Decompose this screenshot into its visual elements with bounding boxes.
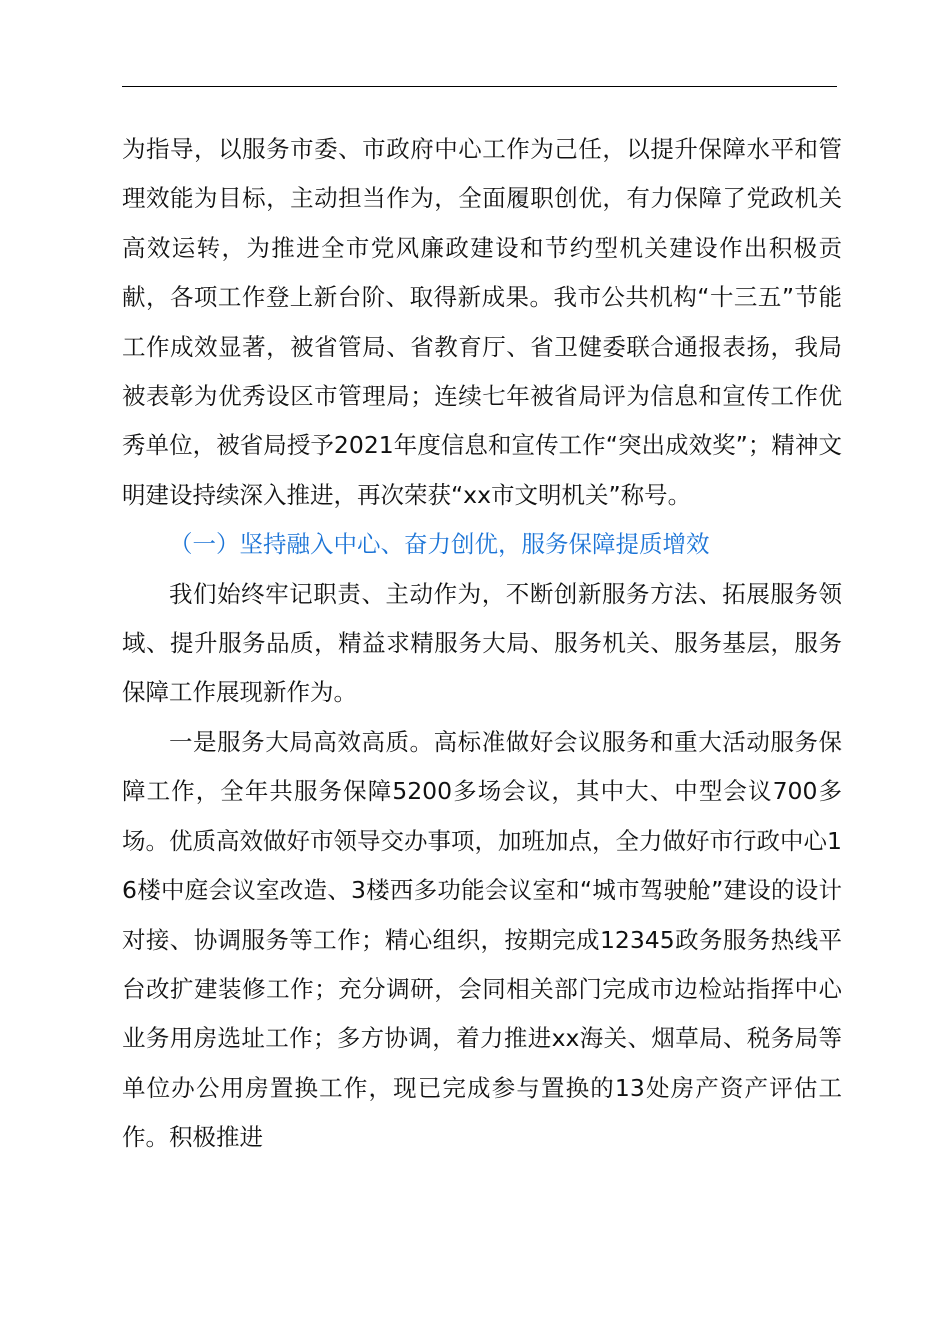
document-body [122,125,842,1163]
paragraph-3: 一是服务大局高效高质。高标准做好会议服务和重大活动服务保障工作，全年共服务保障5200多场会议，其中大、中型会议700多场。优质高效做好市领导交办事项，加班加点，全力做好市行政中心16楼中庭会议室改造、3楼西多功能会议室和“城市驾驶舱”建设的设计对接、协调服务等工作；精心组织，按期完成12345政务服务热线平台改扩建装修工作；充分调研，会同相关部门完成市边检站指挥中心业务用房选址工作；多方协调，着力推进xx海关、烟草局、税务局等单位办公用房置换工作，现已完成参与置换的13处房产资产评估工作。积极推进 [122,727,842,1152]
section-heading: （一）坚持融入中心、奋力创优，服务保障提质增效 [169,530,710,559]
paragraph-1: 为指导，以服务市委、市政府中心工作为己任，以提升保障水平和管理效能为目标，主动担当作为，全面履职创优，有力保障了党政机关高效运转，为推进全市党风廉政建设和节约型机关建设作出积极贡献，各项工作登上新台阶、取得新成果。我市公共机构“十三五”节能工作成效显著，被省管局、省教育厅、省卫健委联合通报表扬，我局被表彰为优秀设区市管理局；连续七年被省局评为信息和宣传工作优秀单位，被省局授予2021年度信息和宣传工作“突出成效奖”；精神文明建设持续深入推进，再次荣获“xx市文明机关”称号。 [122,135,842,509]
header-rule [122,86,837,87]
paragraph-2: 我们始终牢记职责、主动作为，不断创新服务方法、拓展服务领域、提升服务品质，精益求精服务大局、服务机关、服务基层，服务保障工作展现新作为。 [122,579,842,707]
